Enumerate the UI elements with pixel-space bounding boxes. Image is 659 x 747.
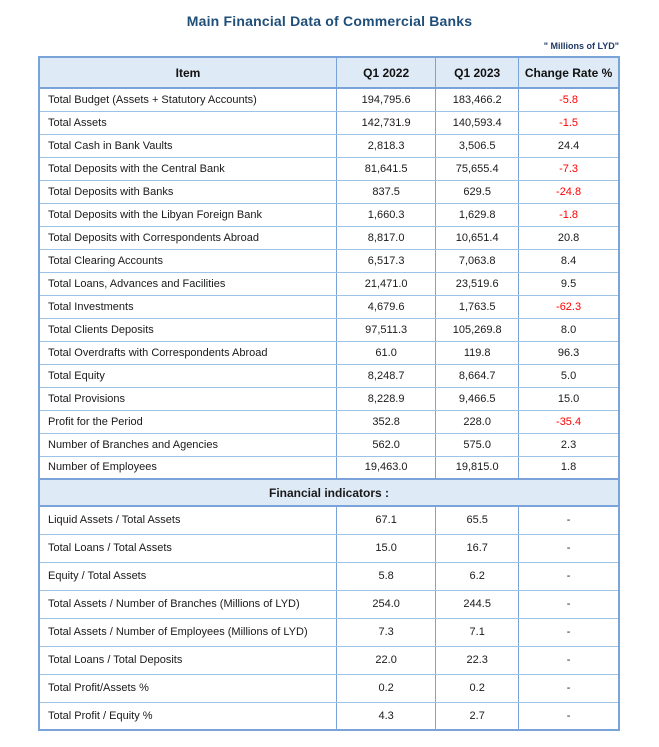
change-cell: -: [519, 618, 619, 646]
table-row: [39, 180, 619, 203]
q1-2023-cell: 23,519.6: [436, 272, 519, 295]
q1-2022-cell: 8,817.0: [337, 226, 436, 249]
table-row: [39, 341, 619, 364]
q1-2023-cell: 7.1: [436, 618, 519, 646]
item-cell: Total Clients Deposits: [39, 318, 337, 341]
q1-2023-cell: 244.5: [436, 590, 519, 618]
q1-2022-cell: 22.0: [337, 646, 436, 674]
table-row: [39, 318, 619, 341]
q1-2023-cell: 3,506.5: [436, 134, 519, 157]
q1-2023-cell: 0.2: [436, 674, 519, 702]
q1-2023-cell: 1,629.8: [436, 203, 519, 226]
q1-2022-cell: 142,731.9: [337, 111, 436, 134]
q1-2023-cell: 6.2: [436, 562, 519, 590]
item-cell: Number of Branches and Agencies: [39, 433, 337, 456]
q1-2023-cell: 10,651.4: [436, 226, 519, 249]
q1-2022-cell: 352.8: [337, 410, 436, 433]
change-cell: 20.8: [519, 226, 619, 249]
item-cell: Liquid Assets / Total Assets: [39, 506, 337, 534]
change-cell: -: [519, 646, 619, 674]
q1-2022-cell: 81,641.5: [337, 157, 436, 180]
q1-2022-cell: 4.3: [337, 702, 436, 730]
table-row: [39, 157, 619, 180]
table-row: [39, 534, 619, 562]
header-row: [39, 57, 619, 88]
item-cell: Total Deposits with Banks: [39, 180, 337, 203]
change-cell: -: [519, 506, 619, 534]
change-cell: 9.5: [519, 272, 619, 295]
item-cell: Profit for the Period: [39, 410, 337, 433]
change-cell: 5.0: [519, 364, 619, 387]
item-cell: Total Deposits with the Central Bank: [39, 157, 337, 180]
q1-2023-cell: 140,593.4: [436, 111, 519, 134]
table-row: [39, 410, 619, 433]
item-cell: Total Provisions: [39, 387, 337, 410]
change-cell: 2.3: [519, 433, 619, 456]
section-header-row: [39, 479, 619, 506]
q1-2023-cell: 228.0: [436, 410, 519, 433]
table-row: [39, 134, 619, 157]
table-row: [39, 646, 619, 674]
q1-2023-cell: 75,655.4: [436, 157, 519, 180]
table-row: [39, 433, 619, 456]
q1-2022-cell: 15.0: [337, 534, 436, 562]
col-header-change-rate: Change Rate %: [519, 57, 619, 88]
item-cell: Total Budget (Assets + Statutory Accounts): [39, 88, 337, 111]
table-row: [39, 111, 619, 134]
change-cell: -24.8: [519, 180, 619, 203]
q1-2023-cell: 19,815.0: [436, 456, 519, 479]
q1-2022-cell: 6,517.3: [337, 249, 436, 272]
q1-2023-cell: 105,269.8: [436, 318, 519, 341]
item-cell: Total Profit / Equity %: [39, 702, 337, 730]
col-header-q1-2022: Q1 2022: [337, 57, 436, 88]
table-row: [39, 203, 619, 226]
change-cell: 8.0: [519, 318, 619, 341]
change-cell: -1.8: [519, 203, 619, 226]
financial-table: [38, 56, 620, 731]
q1-2022-cell: 8,248.7: [337, 364, 436, 387]
q1-2023-cell: 16.7: [436, 534, 519, 562]
table-row: [39, 618, 619, 646]
q1-2023-cell: 2.7: [436, 702, 519, 730]
change-cell: 1.8: [519, 456, 619, 479]
table-row: [39, 272, 619, 295]
q1-2022-cell: 837.5: [337, 180, 436, 203]
q1-2022-cell: 4,679.6: [337, 295, 436, 318]
q1-2023-cell: 8,664.7: [436, 364, 519, 387]
table-row: [39, 88, 619, 111]
q1-2023-cell: 7,063.8: [436, 249, 519, 272]
q1-2022-cell: 21,471.0: [337, 272, 436, 295]
q1-2023-cell: 629.5: [436, 180, 519, 203]
unit-note: " Millions of LYD": [543, 41, 619, 51]
item-cell: Total Cash in Bank Vaults: [39, 134, 337, 157]
q1-2022-cell: 1,660.3: [337, 203, 436, 226]
item-cell: Total Loans / Total Deposits: [39, 646, 337, 674]
table-row: [39, 295, 619, 318]
table-row: [39, 506, 619, 534]
indicator-rows: [39, 506, 619, 730]
table-row: [39, 456, 619, 479]
table-row: [39, 590, 619, 618]
change-cell: -: [519, 674, 619, 702]
q1-2022-cell: 5.8: [337, 562, 436, 590]
table-row: [39, 702, 619, 730]
change-cell: -: [519, 702, 619, 730]
change-cell: -5.8: [519, 88, 619, 111]
change-cell: -: [519, 590, 619, 618]
item-cell: Total Profit/Assets %: [39, 674, 337, 702]
q1-2022-cell: 254.0: [337, 590, 436, 618]
item-cell: Equity / Total Assets: [39, 562, 337, 590]
change-cell: -: [519, 534, 619, 562]
change-cell: -: [519, 562, 619, 590]
table-row: [39, 674, 619, 702]
main-data-rows: [39, 88, 619, 479]
q1-2023-cell: 9,466.5: [436, 387, 519, 410]
q1-2022-cell: 8,228.9: [337, 387, 436, 410]
item-cell: Total Assets / Number of Employees (Millions of LYD): [39, 618, 337, 646]
q1-2022-cell: 2,818.3: [337, 134, 436, 157]
q1-2022-cell: 19,463.0: [337, 456, 436, 479]
q1-2023-cell: 575.0: [436, 433, 519, 456]
item-cell: Total Deposits with the Libyan Foreign Bank: [39, 203, 337, 226]
q1-2023-cell: 119.8: [436, 341, 519, 364]
q1-2022-cell: 61.0: [337, 341, 436, 364]
col-header-item: Item: [39, 57, 337, 88]
item-cell: Total Clearing Accounts: [39, 249, 337, 272]
item-cell: Total Assets / Number of Branches (Millions of LYD): [39, 590, 337, 618]
change-cell: 24.4: [519, 134, 619, 157]
item-cell: Number of Employees: [39, 456, 337, 479]
q1-2023-cell: 1,763.5: [436, 295, 519, 318]
q1-2023-cell: 65.5: [436, 506, 519, 534]
change-cell: -62.3: [519, 295, 619, 318]
table-row: [39, 387, 619, 410]
change-cell: -7.3: [519, 157, 619, 180]
item-cell: Total Equity: [39, 364, 337, 387]
item-cell: Total Investments: [39, 295, 337, 318]
q1-2022-cell: 194,795.6: [337, 88, 436, 111]
item-cell: Total Overdrafts with Correspondents Abroad: [39, 341, 337, 364]
change-cell: -35.4: [519, 410, 619, 433]
q1-2022-cell: 7.3: [337, 618, 436, 646]
item-cell: Total Deposits with Correspondents Abroad: [39, 226, 337, 249]
q1-2022-cell: 97,511.3: [337, 318, 436, 341]
change-cell: 96.3: [519, 341, 619, 364]
section-header-label: Financial indicators :: [39, 479, 619, 506]
change-cell: 8.4: [519, 249, 619, 272]
table-row: [39, 364, 619, 387]
table-row: [39, 562, 619, 590]
q1-2023-cell: 183,466.2: [436, 88, 519, 111]
col-header-q1-2023: Q1 2023: [436, 57, 519, 88]
q1-2022-cell: 67.1: [337, 506, 436, 534]
table-row: [39, 249, 619, 272]
q1-2022-cell: 0.2: [337, 674, 436, 702]
table-row: [39, 226, 619, 249]
q1-2023-cell: 22.3: [436, 646, 519, 674]
item-cell: Total Loans, Advances and Facilities: [39, 272, 337, 295]
change-cell: 15.0: [519, 387, 619, 410]
item-cell: Total Loans / Total Assets: [39, 534, 337, 562]
change-cell: -1.5: [519, 111, 619, 134]
page-title: Main Financial Data of Commercial Banks: [186, 13, 473, 29]
item-cell: Total Assets: [39, 111, 337, 134]
q1-2022-cell: 562.0: [337, 433, 436, 456]
